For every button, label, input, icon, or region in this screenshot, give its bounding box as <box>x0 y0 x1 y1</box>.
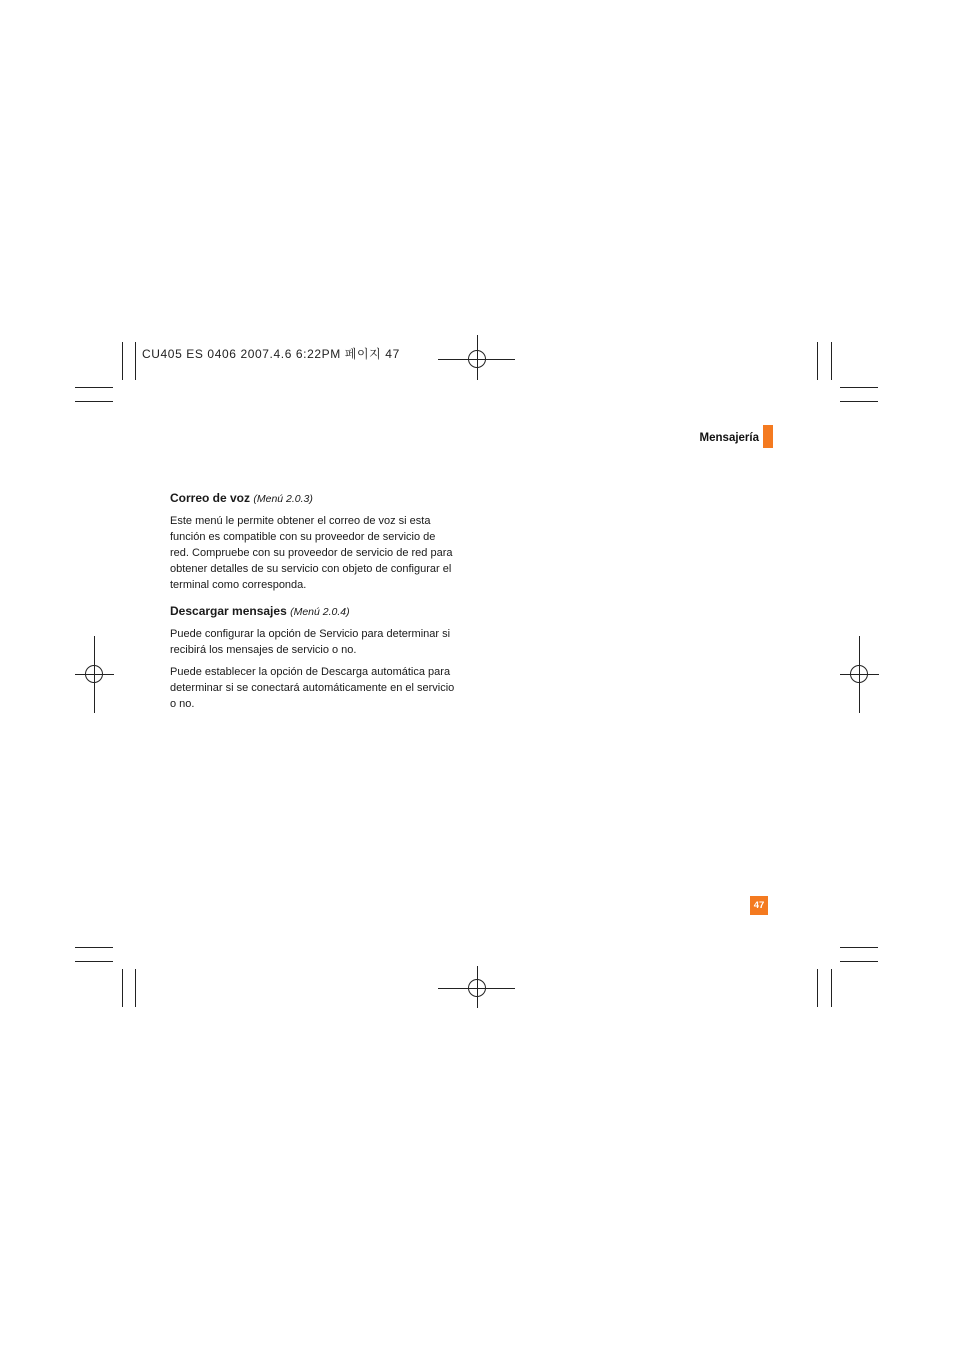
crop-mark <box>135 969 136 1007</box>
registration-mark-icon <box>850 665 868 683</box>
crop-mark <box>75 947 113 948</box>
crop-mark <box>840 387 878 388</box>
body-paragraph: Puede configurar la opción de Servicio para determinar si recibirá los mensajes de servicio o no. <box>170 628 451 656</box>
crop-mark <box>831 342 832 380</box>
section-heading <box>170 490 455 507</box>
registration-mark-icon <box>468 350 486 368</box>
crop-mark <box>831 969 832 1007</box>
section-heading <box>170 603 455 620</box>
body-paragraph: Puede establecer la opción de Descarga automática para determinar si se conectará automáticamente en el servicio o no. <box>170 666 455 710</box>
menu-reference: (Menú 2.0.3) <box>253 493 313 505</box>
heading-title: Correo de voz <box>170 491 251 505</box>
crop-mark <box>75 961 113 962</box>
menu-reference: (Menú 2.0.4) <box>290 606 350 618</box>
crop-mark <box>840 401 878 402</box>
heading-title: Descargar mensajes <box>170 604 287 618</box>
crop-mark <box>122 969 123 1007</box>
crop-mark <box>840 947 878 948</box>
crop-mark <box>817 969 818 1007</box>
section-label: Mensajería <box>699 432 759 444</box>
crop-mark <box>75 401 113 402</box>
crop-mark <box>840 961 878 962</box>
crop-mark <box>817 342 818 380</box>
registration-mark-icon <box>468 979 486 997</box>
body-paragraph: Este menú le permite obtener el correo de voz si esta función es compatible con su proveedor de servicio de red. Compruebe con su proveedor de servicio de red para obtener detalles de su servicio con objeto de configurar el terminal como corresponda. <box>170 515 453 591</box>
section-tab <box>763 425 773 448</box>
crop-mark <box>75 387 113 388</box>
page-content <box>170 490 455 718</box>
crop-mark <box>135 342 136 380</box>
print-slug: CU405 ES 0406 2007.4.6 6:22PM 페이지 47 <box>142 347 400 361</box>
registration-mark-icon <box>85 665 103 683</box>
crop-mark <box>122 342 123 380</box>
page-number: 47 <box>750 896 768 915</box>
